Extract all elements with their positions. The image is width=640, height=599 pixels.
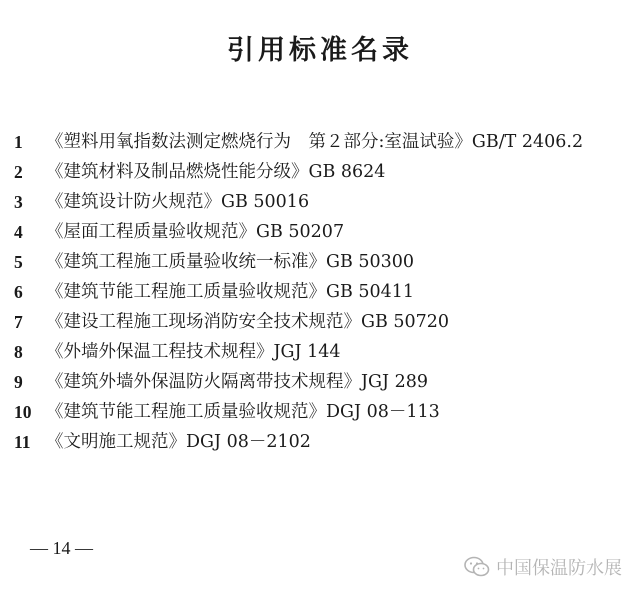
reference-text: 《建筑工程施工质量验收统一标准》GB 50300 — [46, 252, 415, 272]
reference-number: 1 — [14, 132, 23, 152]
reference-number: 8 — [14, 342, 23, 362]
reference-text: 《建设工程施工现场消防安全技术规范》GB 50720 — [46, 312, 450, 332]
reference-item — [14, 337, 626, 367]
wechat-icon — [464, 556, 490, 578]
reference-text: 《建筑节能工程施工质量验收规范》GB 50411 — [46, 282, 415, 302]
reference-text: 《建筑外墙外保温防火隔离带技术规程》JGJ 289 — [46, 372, 428, 392]
reference-number: 3 — [14, 192, 23, 212]
reference-number: 11 — [14, 432, 31, 452]
reference-text: 《建筑节能工程施工质量验收规范》DGJ 08－113 — [46, 402, 440, 422]
reference-number: 10 — [14, 402, 32, 422]
reference-number: 5 — [14, 252, 23, 272]
reference-item — [14, 127, 626, 157]
watermark-text: 中国保温防水展 — [496, 558, 622, 579]
reference-number: 4 — [14, 222, 23, 242]
reference-item — [14, 307, 626, 337]
reference-text: 《外墙外保温工程技术规程》JGJ 144 — [46, 342, 341, 362]
reference-item — [14, 397, 626, 427]
reference-text: 《屋面工程质量验收规范》GB 50207 — [46, 222, 345, 242]
reference-item — [14, 247, 626, 277]
page-title: 引用标准名录 — [227, 35, 413, 66]
reference-text: 《塑料用氧指数法测定燃烧行为 第２部分:室温试验》GB/T 2406.2 — [46, 132, 584, 152]
reference-item — [14, 157, 626, 187]
reference-item — [14, 277, 626, 307]
reference-number: 9 — [14, 372, 23, 392]
reference-item — [14, 187, 626, 217]
reference-number: 6 — [14, 282, 23, 302]
reference-item — [14, 427, 626, 457]
watermark — [464, 554, 622, 580]
reference-number: 7 — [14, 312, 23, 332]
reference-item — [14, 367, 626, 397]
reference-number: 2 — [14, 162, 23, 182]
reference-item — [14, 217, 626, 247]
page-number: — 14 — — [30, 538, 93, 558]
reference-list — [14, 127, 626, 457]
reference-text: 《建筑材料及制品燃烧性能分级》GB 8624 — [46, 162, 386, 182]
reference-text: 《建筑设计防火规范》GB 50016 — [46, 192, 310, 212]
reference-text: 《文明施工规范》DGJ 08－2102 — [46, 432, 311, 452]
